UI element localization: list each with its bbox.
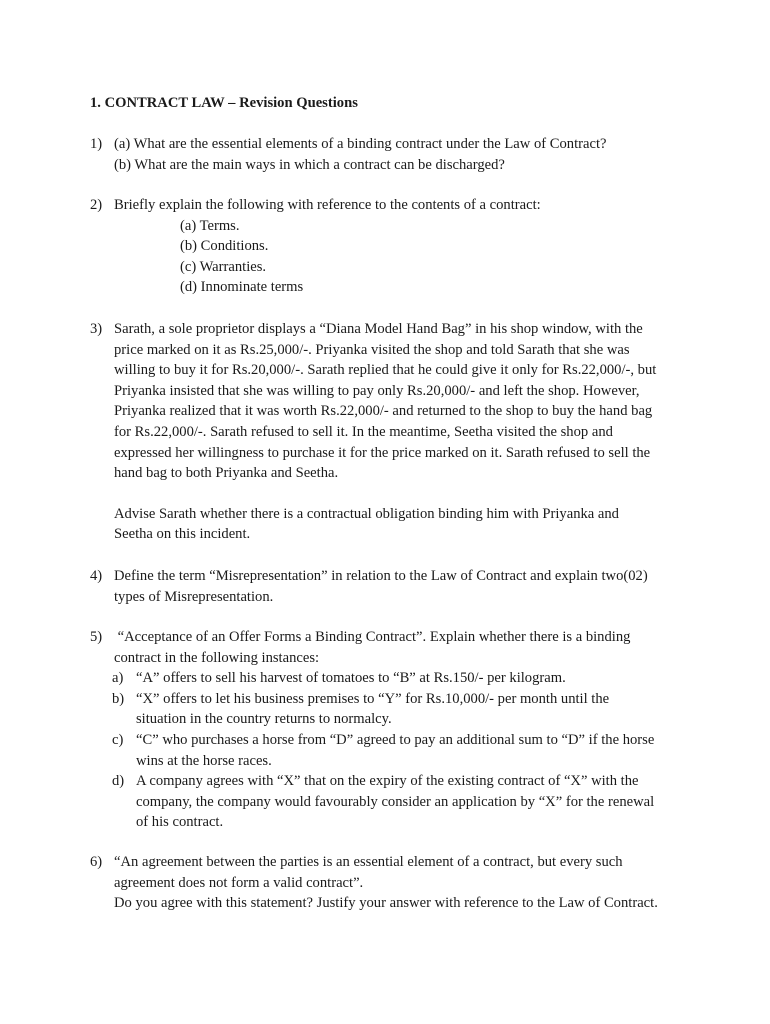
advise-line: Seetha on this incident. — [114, 526, 251, 543]
list-item-line: “A” offers to sell his harvest of tomatoes to “B” at Rs.150/- per kilogram. — [136, 670, 566, 687]
question-3 — [90, 319, 710, 545]
question-line: Priyanka realized that it was worth Rs.22,000/- and returned to the shop to buy the hand bag — [114, 403, 653, 420]
question-number: 6) — [90, 854, 103, 870]
question-5 — [90, 627, 710, 833]
document-title: 1. CONTRACT LAW – Revision Questions — [90, 95, 358, 111]
question-line: (b) What are the main ways in which a contract can be discharged? — [114, 156, 505, 173]
list-item-line: situation in the country returns to normalcy. — [136, 711, 392, 728]
list-item: (a) Terms. — [180, 217, 240, 234]
question-number: 2) — [90, 197, 103, 213]
question-line: Define the term “Misrepresentation” in relation to the Law of Contract and explain two(02) — [114, 568, 648, 584]
list-item-line: A company agrees with “X” that on the expiry of the existing contract of “X” with the — [136, 773, 639, 790]
question-number: 4) — [90, 568, 103, 584]
list-item — [112, 730, 710, 771]
question-number: 5) — [90, 629, 103, 645]
list-item-line: “X” offers to let his business premises to “Y” for Rs.10,000/- per month until the — [136, 690, 610, 707]
list-item-line: wins at the horse races. — [136, 752, 272, 769]
list-item-line: company, the company would favourably consider an application by “X” for the renewal — [136, 793, 655, 810]
question-line: (a) What are the essential elements of a binding contract under the Law of Contract? — [114, 136, 607, 152]
question-line: Sarath, a sole proprietor displays a “Diana Model Hand Bag” in his shop window, with the — [114, 321, 643, 337]
list-item: (c) Warranties. — [180, 258, 267, 275]
list-item — [112, 771, 710, 833]
list-item: (b) Conditions. — [180, 238, 269, 255]
question-line: Do you agree with this statement? Justify your answer with reference to the Law of Contract. — [114, 895, 658, 912]
list-item — [112, 668, 710, 689]
list-item: (d) Innominate terms — [180, 279, 304, 296]
question-1 — [90, 134, 710, 175]
question-line: agreement does not form a valid contract”. — [114, 874, 364, 891]
question-line: “Acceptance of an Offer Forms a Binding Contract”. Explain whether there is a binding — [114, 629, 631, 645]
question-line: willing to buy it for Rs.20,000/-. Sarath replied that he could give it only for Rs.22,000/-, but — [114, 362, 657, 379]
question-line: contract in the following instances: — [114, 649, 320, 666]
list-item-label: d) — [112, 773, 125, 790]
list-item — [112, 689, 710, 730]
list-item-line: of his contract. — [136, 814, 224, 831]
question-line: “An agreement between the parties is an essential element of a contract, but every such — [114, 854, 623, 870]
list-item-label: c) — [112, 731, 124, 748]
question-line: types of Misrepresentation. — [114, 588, 274, 605]
list-item-label: b) — [112, 690, 125, 707]
question-line: Priyanka insisted that she was willing to pay only Rs.20,000/- and left the shop. However, — [114, 382, 640, 399]
question-number: 1) — [90, 136, 103, 152]
question-line: price marked on it as Rs.25,000/-. Priyanka visited the shop and told Sarath that she was — [114, 341, 630, 358]
question-line: expressed her willingness to purchase it for the price marked on it. Sarath refused to sell the — [114, 444, 651, 461]
question-line: Briefly explain the following with reference to the contents of a contract: — [114, 197, 541, 213]
question-6 — [90, 852, 710, 914]
list-item-line: “C” who purchases a horse from “D” agreed to pay an additional sum to “D” if the horse — [136, 731, 655, 748]
question-2 — [90, 195, 710, 298]
advise-line: Advise Sarath whether there is a contractual obligation binding him with Priyanka and — [114, 505, 619, 522]
list-item-label: a) — [112, 670, 124, 687]
question-number: 3) — [90, 321, 103, 337]
question-line: for Rs.22,000/-. Sarath refused to sell it. In the meantime, Seetha visited the shop and — [114, 423, 613, 440]
question-line: hand bag to both Priyanka and Seetha. — [114, 465, 339, 482]
question-4 — [90, 566, 710, 607]
